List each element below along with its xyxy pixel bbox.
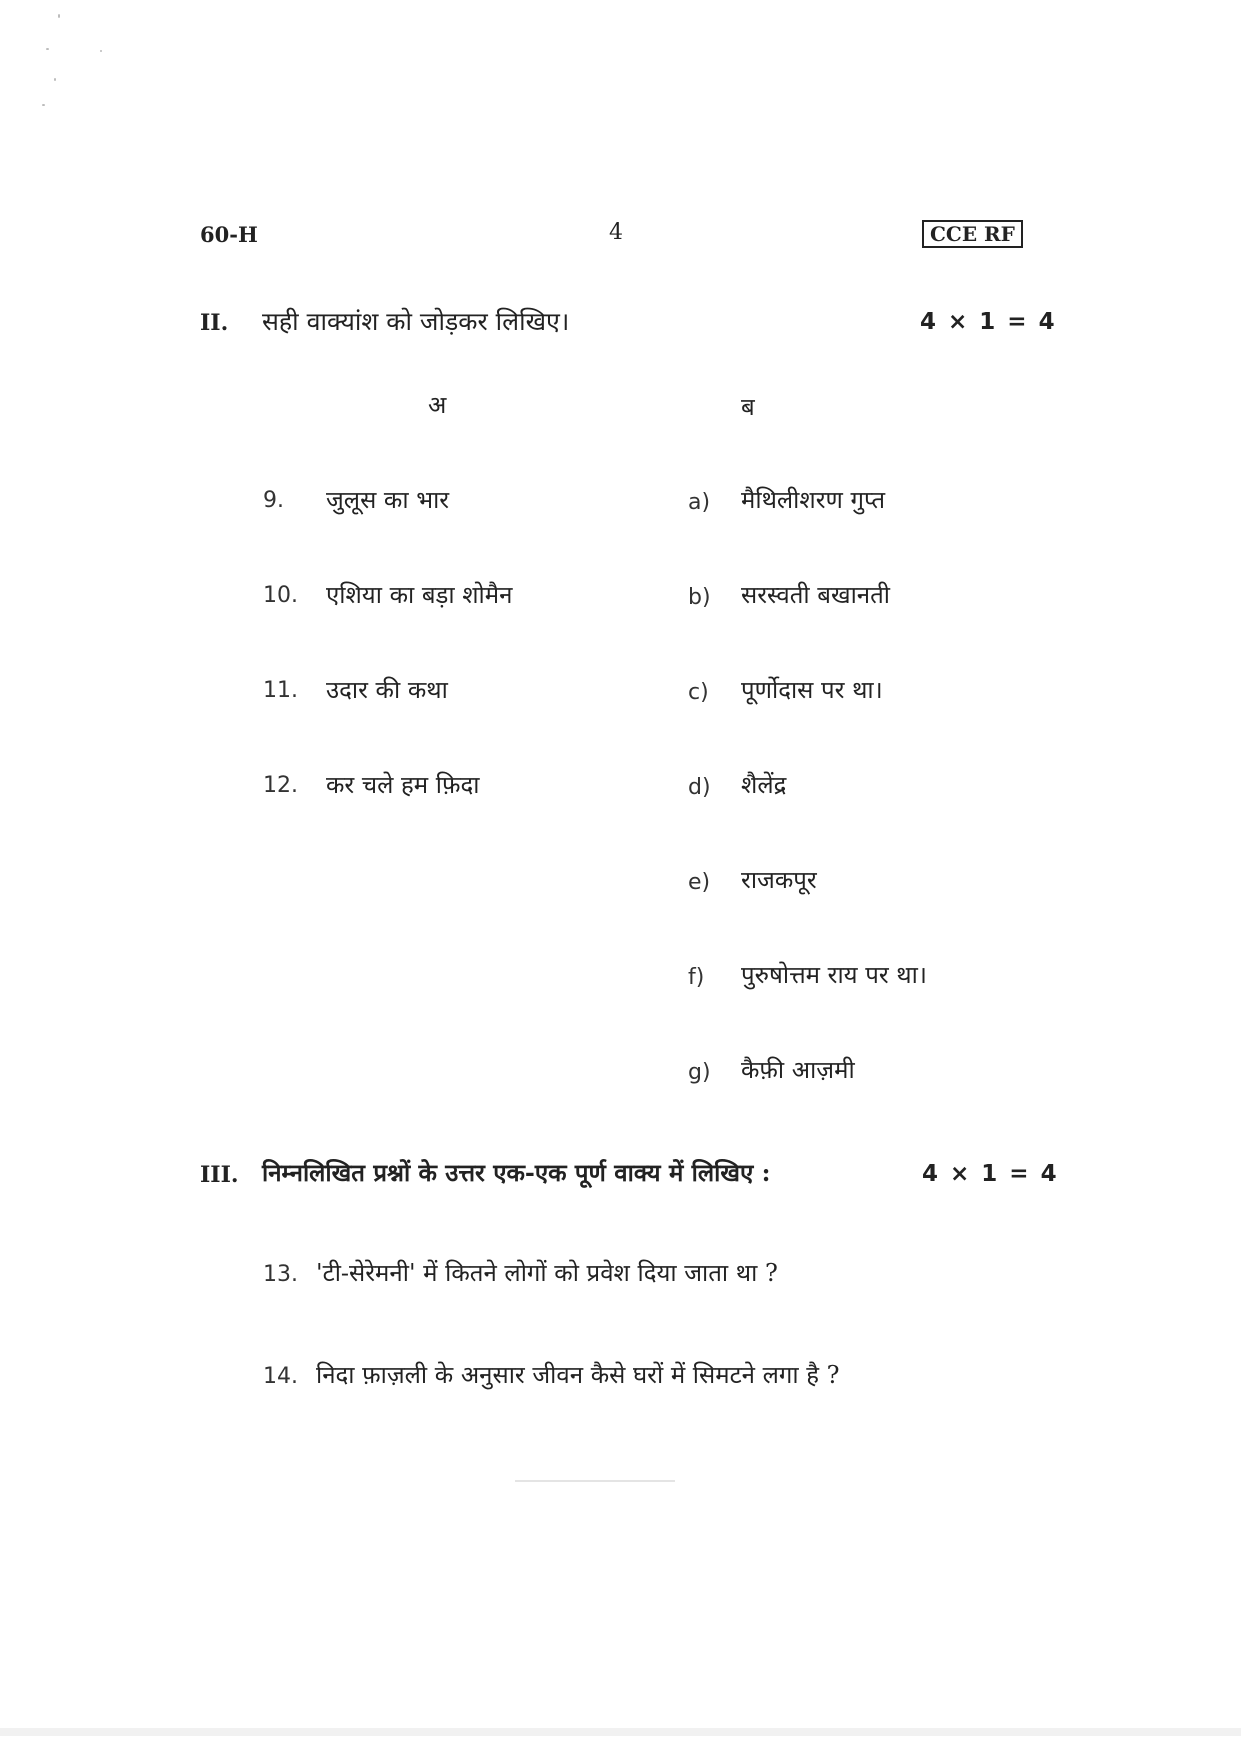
section-marks: 4 × 1 = 4 (920, 309, 1057, 335)
section-title: निम्नलिखित प्रश्नों के उत्तर एक-एक पूर्ण वाक्य में लिखिए : (262, 1158, 771, 1187)
option-text: शैलेंद्र (741, 771, 787, 799)
option-letter: b) (688, 585, 711, 610)
question-number: 14. (263, 1364, 298, 1389)
scan-speck (58, 14, 60, 18)
question-number: 12. (263, 773, 298, 798)
question-number: 9. (263, 488, 284, 513)
scan-smudge (515, 1480, 675, 1482)
option-text: पुरुषोत्तम राय पर था। (741, 961, 927, 989)
option-letter: d) (688, 775, 711, 800)
question-number: 11. (263, 678, 298, 703)
question-text: एशिया का बड़ा शोमैन (326, 581, 513, 609)
question-number: 10. (263, 583, 298, 608)
scan-speck (46, 48, 49, 50)
option-letter: f) (688, 965, 705, 990)
section-title: सही वाक्यांश को जोड़कर लिखिए। (262, 307, 570, 336)
option-letter: e) (688, 870, 711, 895)
option-text: राजकपूर (741, 866, 817, 894)
section-number: II. (200, 310, 229, 336)
section-marks: 4 × 1 = 4 (922, 1161, 1059, 1187)
question-text: जुलूस का भार (326, 486, 450, 514)
scan-speck (42, 104, 45, 106)
question-text: निदा फ़ाज़ली के अनुसार जीवन कैसे घरों में सिमटने लगा है ? (316, 1361, 840, 1389)
scan-speck (100, 50, 102, 52)
option-text: मैथिलीशरण गुप्त (741, 486, 886, 514)
column-a-heading: अ (428, 391, 447, 419)
column-b-heading: ब (741, 393, 755, 421)
page-number: 4 (609, 220, 623, 245)
scan-edge (0, 1728, 1241, 1736)
scan-speck (54, 78, 56, 81)
question-number: 13. (263, 1262, 298, 1287)
question-text: उदार की कथा (326, 676, 448, 704)
question-text: कर चले हम फ़िदा (326, 771, 480, 799)
option-text: पूर्णोदास पर था। (741, 676, 883, 704)
section-number: III. (200, 1162, 239, 1188)
question-text: 'टी-सेरेमनी' में कितने लोगों को प्रवेश दिया जाता था ? (316, 1259, 778, 1287)
option-letter: a) (688, 490, 711, 515)
option-letter: c) (688, 680, 709, 705)
option-letter: g) (688, 1060, 711, 1085)
series-badge: CCE RF (922, 220, 1023, 248)
option-text: सरस्वती बखानती (741, 581, 891, 609)
option-text: कैफ़ी आज़मी (741, 1056, 855, 1084)
paper-code: 60-H (200, 222, 258, 247)
